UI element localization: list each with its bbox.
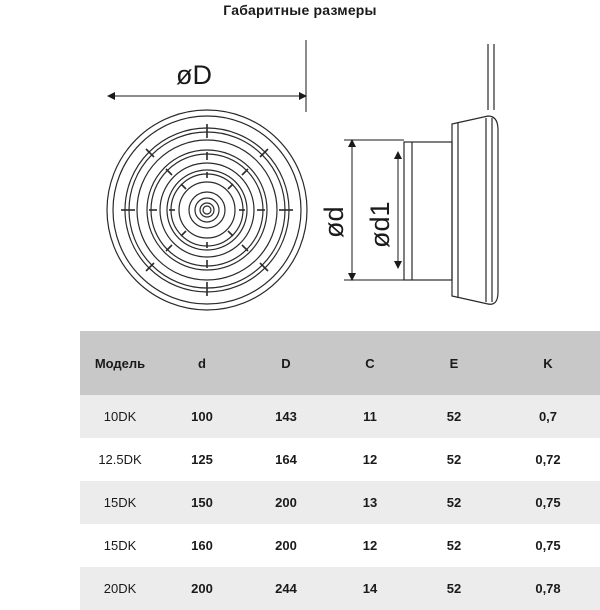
- page-title: Габаритные размеры: [223, 2, 377, 18]
- header-C: C: [328, 331, 412, 395]
- cell-C: 12: [328, 524, 412, 567]
- cell-K: 0,7: [496, 395, 600, 438]
- cell-K: 0,75: [496, 481, 600, 524]
- cell-E: 52: [412, 481, 496, 524]
- cell-D: 200: [244, 524, 328, 567]
- cell-model: 20DK: [80, 567, 160, 610]
- header-model: Модель: [80, 331, 160, 395]
- cell-E: 52: [412, 567, 496, 610]
- cell-model: 15DK: [80, 524, 160, 567]
- header-E: E: [412, 331, 496, 395]
- cell-model: 12.5DK: [80, 438, 160, 481]
- cell-C: 13: [328, 481, 412, 524]
- cell-model: 15DK: [80, 481, 160, 524]
- header-K: K: [496, 331, 600, 395]
- table-row: [80, 481, 600, 524]
- cell-C: 14: [328, 567, 412, 610]
- cell-K: 0,75: [496, 524, 600, 567]
- table-row: [80, 524, 600, 567]
- cell-E: 52: [412, 438, 496, 481]
- cell-D: 244: [244, 567, 328, 610]
- header-D: D: [244, 331, 328, 395]
- cell-d: 125: [160, 438, 244, 481]
- side-view: [404, 44, 498, 304]
- label-d1: ød1: [365, 201, 395, 248]
- cell-d: 150: [160, 481, 244, 524]
- header-d: d: [160, 331, 244, 395]
- table-row: [80, 567, 600, 610]
- cell-E: 52: [412, 524, 496, 567]
- cell-d: 200: [160, 567, 244, 610]
- label-D: øD: [176, 60, 212, 90]
- label-d: ød: [319, 206, 349, 238]
- table-row: [80, 438, 600, 481]
- cell-K: 0,78: [496, 567, 600, 610]
- cell-D: 143: [244, 395, 328, 438]
- cell-d: 160: [160, 524, 244, 567]
- spec-table: [80, 331, 600, 610]
- table-header-row: [80, 331, 600, 395]
- cell-D: 164: [244, 438, 328, 481]
- cell-d: 100: [160, 395, 244, 438]
- table-row: [80, 395, 600, 438]
- cell-K: 0,72: [496, 438, 600, 481]
- cell-D: 200: [244, 481, 328, 524]
- front-view: [107, 110, 307, 310]
- cell-C: 12: [328, 438, 412, 481]
- cell-C: 11: [328, 395, 412, 438]
- cell-E: 52: [412, 395, 496, 438]
- cell-model: 10DK: [80, 395, 160, 438]
